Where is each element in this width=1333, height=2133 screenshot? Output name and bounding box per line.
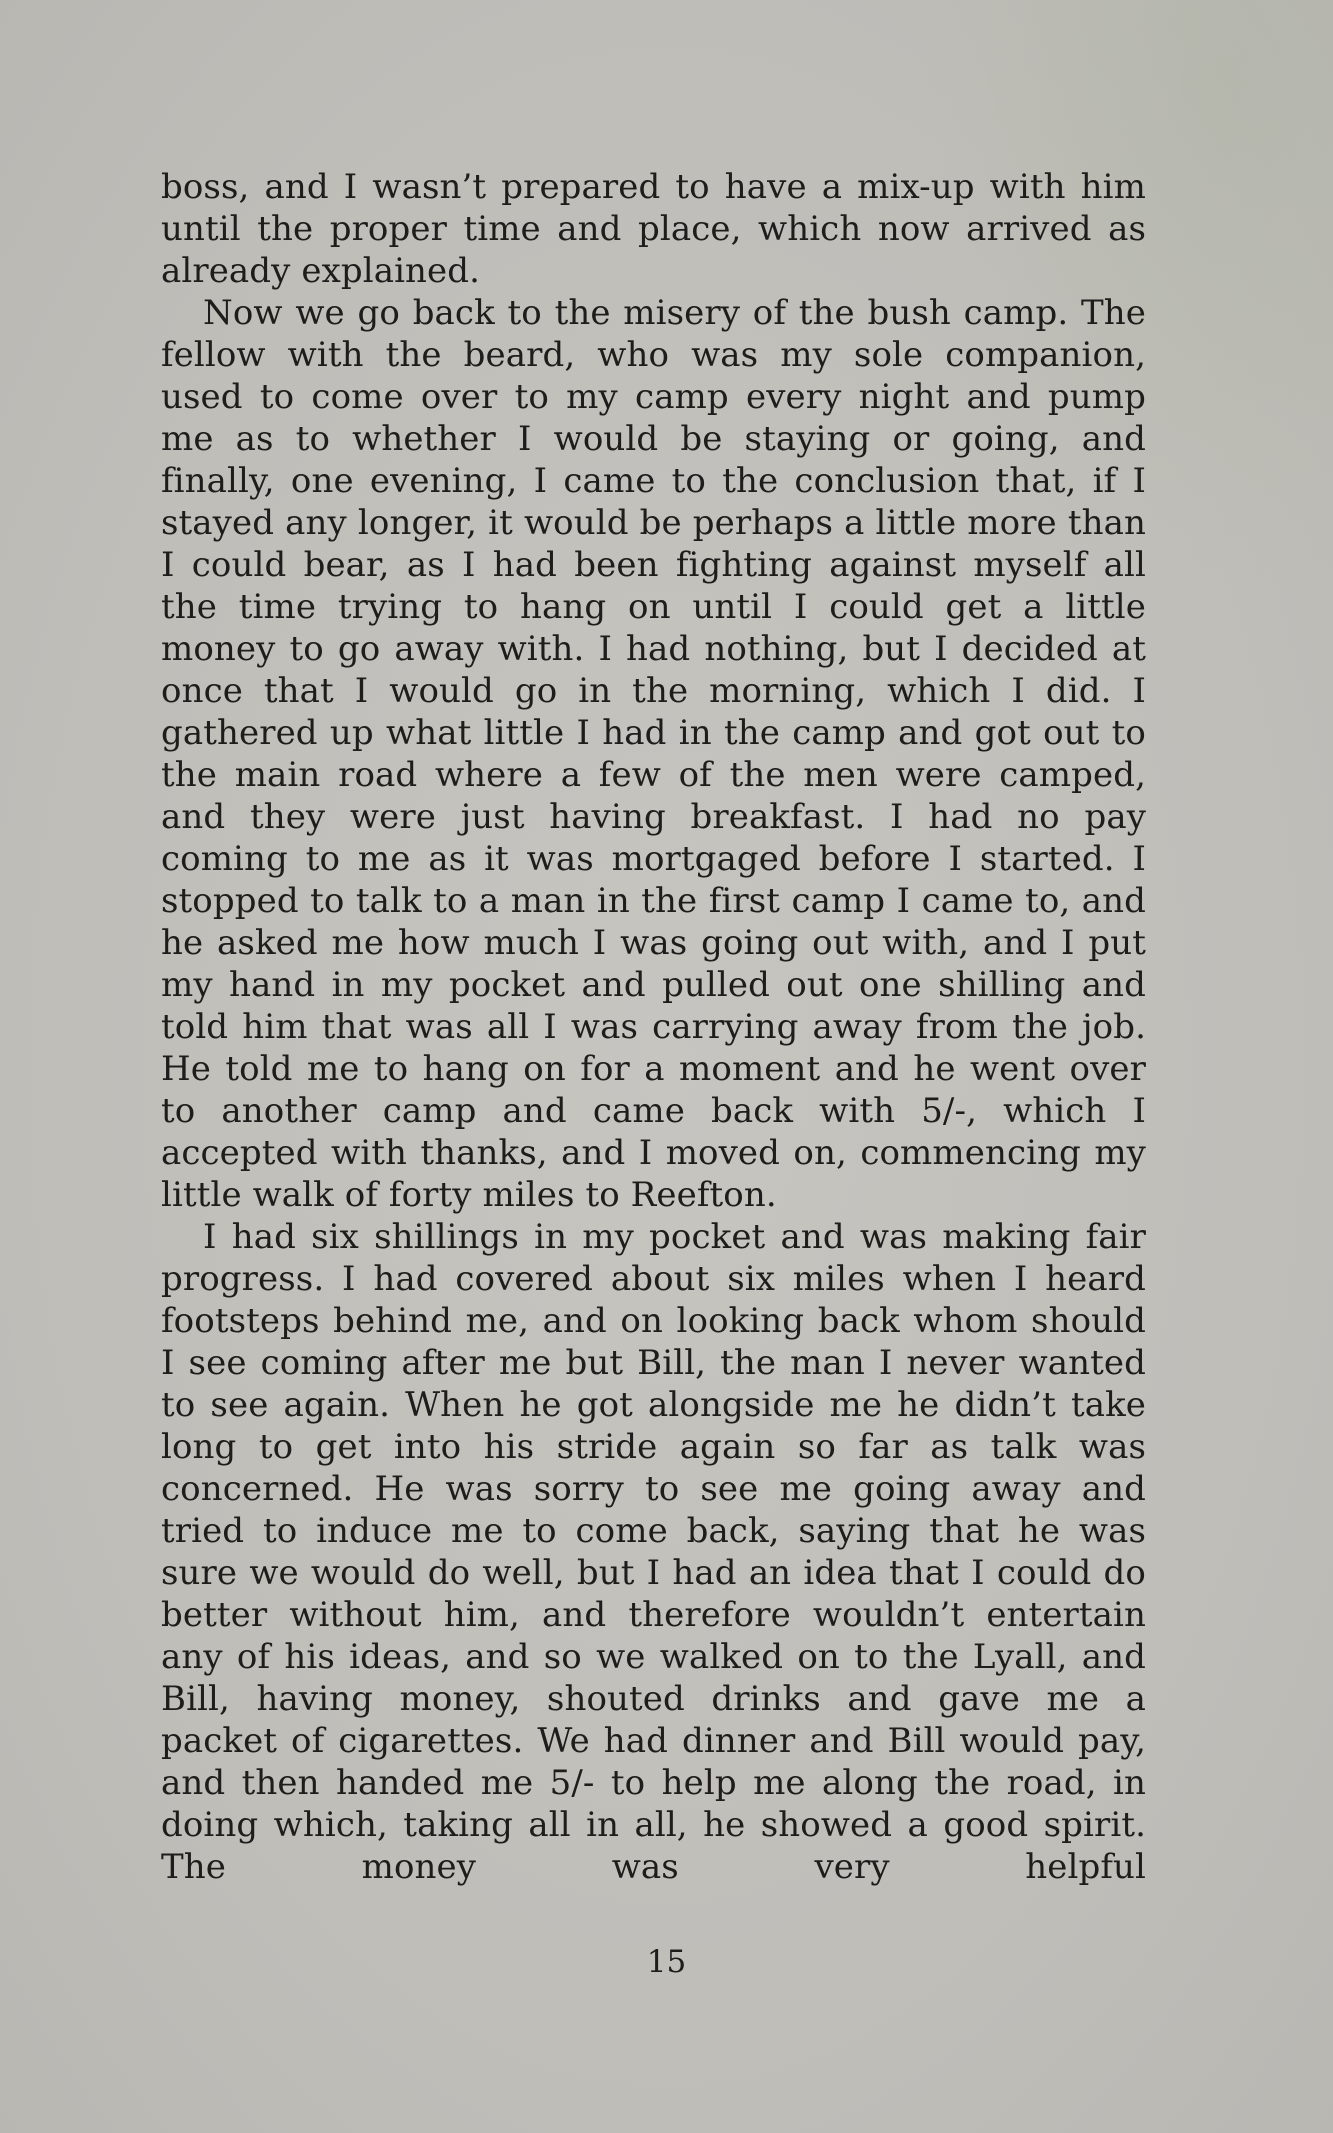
- page-number: 15: [646, 1944, 687, 1980]
- paragraph-1: boss, and I wasn’t prepared to have a mix-up with him until the proper time and place, which now arrived as already explained.: [161, 167, 1146, 291]
- paragraph-2: Now we go back to the misery of the bush camp. The fellow with the beard, who was my sole companion, used to come over to my camp every night and pump me as to whether I would be staying or going, and finally, one evening, I came to the conclusion that, if I stayed any longer, it would be perhaps a little more than I could bear, as I had been fighting against myself all the time trying to hang on until I could get a little money to go away with. I had nothing, but I decided at once that I would go in the morning, which I did. I gathered up what little I had in the camp and got out to the main road where a few of the men were camped, and they were just having breakfast. I had no pay coming to me as it was mortgaged before I started. I stopped to talk to a man in the first camp I came to, and he asked me how much I was going out with, and I put my hand in my pocket and pulled out one shilling and told him that was all I was carrying away from the job. He told me to hang on for a moment and he went over to another camp and came back with 5/-, which I accepted with thanks, and I moved on, commencing my little walk of forty miles to Reefton.: [161, 293, 1146, 1215]
- paragraph-3: I had six shillings in my pocket and was making fair progress. I had covered about six miles when I heard footsteps behind me, and on looking back whom should I see coming after me but Bill, the man I never wanted to see again. When he got alongside me he didn’t take long to get into his stride again so far as talk was concerned. He was sorry to see me going away and tried to induce me to come back, saying that he was sure we would do well, but I had an idea that I could do better without him, and therefore wouldn’t entertain any of his ideas, and so we walked on to the Lyall, and Bill, having money, shouted drinks and gave me a packet of cigarettes. We had dinner and Bill would pay, and then handed me 5/- to help me along the road, in doing which, taking all in all, he showed a good spirit. The money was very helpful: [161, 1217, 1146, 1887]
- body-text: [161, 166, 1146, 1888]
